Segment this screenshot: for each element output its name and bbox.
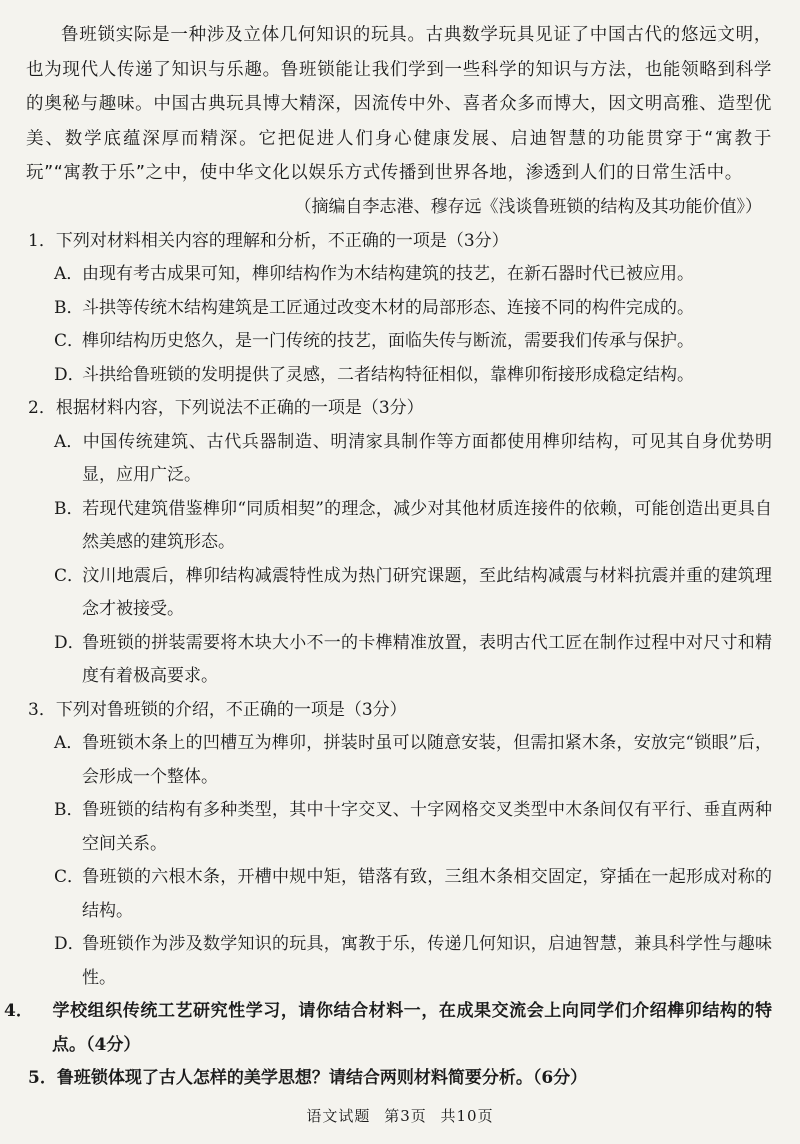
option-text: 汶川地震后，榫卯结构减震特性成为热门研究课题，至此结构减震与材料抗震并重的建筑理念才被接受。 (82, 565, 772, 619)
option-text: 若现代建筑借鉴榫卯“同质相契”的理念，减少对其他材质连接件的依赖，可能创造出更具自然美感的建筑形态。 (82, 498, 772, 552)
option-text: 鲁班锁的拼装需要将木块大小不一的卡榫精准放置，表明古代工匠在制作过程中对尺寸和精度有着极高要求。 (82, 632, 772, 686)
question-number: 2． (28, 398, 56, 418)
option-text: 鲁班锁的结构有多种类型，其中十字交叉、十字网格交叉类型中木条间仅有平行、垂直两种空间关系。 (82, 800, 772, 854)
question-3 (26, 694, 772, 996)
option-letter: D． (54, 632, 85, 653)
passage-paragraph: 鲁班锁实际是一种涉及立体几何知识的玩具。古典数学玩具见证了中国古代的悠远文明，也为现代人传递了知识与乐趣。鲁班锁能让我们学到一些科学的知识与方法，也能领略到科学的奥秘与趣味。中国古典玩具博大精深，因流传中外、喜者众多而博大，因文明高雅、造型优美、数学底蕴深厚而精深。它把促进人们身心健康发展、启迪智慧的功能贯穿于“寓教于玩”“寓教于乐”之中，使中华文化以娱乐方式传播到世界各地，渗透到人们的日常生活中。 (26, 25, 772, 183)
option-d (26, 359, 772, 393)
question-text: 学校组织传统工艺研究性学习，请你结合材料一，在成果交流会上向同学们介绍榫卯结构的特点。（4分） (52, 1001, 772, 1055)
question-stem (26, 1062, 772, 1096)
option-letter: B． (54, 800, 84, 820)
question-stem (26, 694, 772, 728)
footer-total-pages: 共10页 (440, 1107, 494, 1125)
question-text: 下列对材料相关内容的理解和分析，不正确的一项是（3分） (55, 230, 509, 251)
option-c (26, 861, 772, 928)
question-number: 4． (4, 1001, 33, 1021)
option-d (26, 928, 772, 995)
question-2 (26, 392, 772, 694)
footer-subject: 语文试题 (306, 1107, 371, 1125)
option-d (26, 627, 772, 694)
option-text: 斗拱等传统木结构建筑是工匠通过改变木材的局部形态、连接不同的构件完成的。 (82, 297, 694, 318)
question-text: 鲁班锁体现了古人怎样的美学思想？请结合两则材料简要分析。（6分） (56, 1068, 588, 1088)
option-c (26, 560, 772, 627)
question-number: 5． (28, 1068, 57, 1088)
option-letter: A． (54, 431, 84, 452)
question-text: 根据材料内容，下列说法不正确的一项是（3分） (55, 398, 424, 418)
page-footer (0, 1105, 800, 1126)
option-text: 鲁班锁的六根木条，开槽中规中矩，错落有致，三组木条相交固定，穿插在一起形成对称的结构。 (82, 867, 772, 921)
option-a (26, 727, 772, 794)
option-b (26, 493, 772, 560)
passage-source: （摘编自李志港、穆存远《浅谈鲁班锁的结构及其功能价值》） (294, 196, 762, 217)
option-text: 鲁班锁作为涉及数学知识的玩具，寓教于乐，传递几何知识，启迪智慧，兼具科学性与趣味性。 (82, 934, 772, 988)
footer-page-number: 第3页 (384, 1107, 427, 1125)
option-letter: B． (54, 498, 84, 519)
option-letter: A． (54, 264, 84, 284)
option-text: 中国传统建筑、古代兵器制造、明清家具制作等方面都使用榫卯结构，可见其自身优势明显，应用广泛。 (82, 431, 772, 485)
option-text: 由现有考古成果可知，榫卯结构作为木结构建筑的技艺，在新石器时代已被应用。 (82, 264, 694, 284)
option-a (26, 426, 772, 493)
option-letter: D． (54, 364, 85, 385)
question-4 (4, 995, 772, 1062)
option-a (26, 258, 772, 292)
option-b (26, 292, 772, 326)
question-number: 3． (28, 699, 56, 720)
option-letter: A． (54, 733, 84, 753)
option-c (26, 325, 772, 359)
question-1 (26, 225, 772, 393)
question-text: 下列对鲁班锁的介绍，不正确的一项是（3分） (55, 699, 407, 720)
question-stem (4, 995, 772, 1062)
option-b (26, 794, 772, 861)
option-letter: C． (54, 867, 85, 887)
question-stem (26, 392, 772, 426)
option-letter: B． (54, 297, 84, 318)
question-5 (26, 1062, 772, 1096)
option-letter: C． (54, 565, 85, 586)
question-stem (26, 225, 772, 259)
option-text: 鲁班锁木条上的凹槽互为榫卯，拼装时虽可以随意安装，但需扣紧木条，安放完“锁眼”后，会形成一个整体。 (82, 733, 772, 787)
option-text: 榫卯结构历史悠久，是一门传统的技艺，面临失传与断流，需要我们传承与保护。 (82, 331, 694, 351)
option-letter: D． (54, 934, 85, 954)
option-letter: C． (54, 331, 85, 351)
question-number: 1． (28, 230, 56, 251)
option-text: 斗拱给鲁班锁的发明提供了灵感，二者结构特征相似，靠榫卯衔接形成稳定结构。 (82, 364, 694, 385)
